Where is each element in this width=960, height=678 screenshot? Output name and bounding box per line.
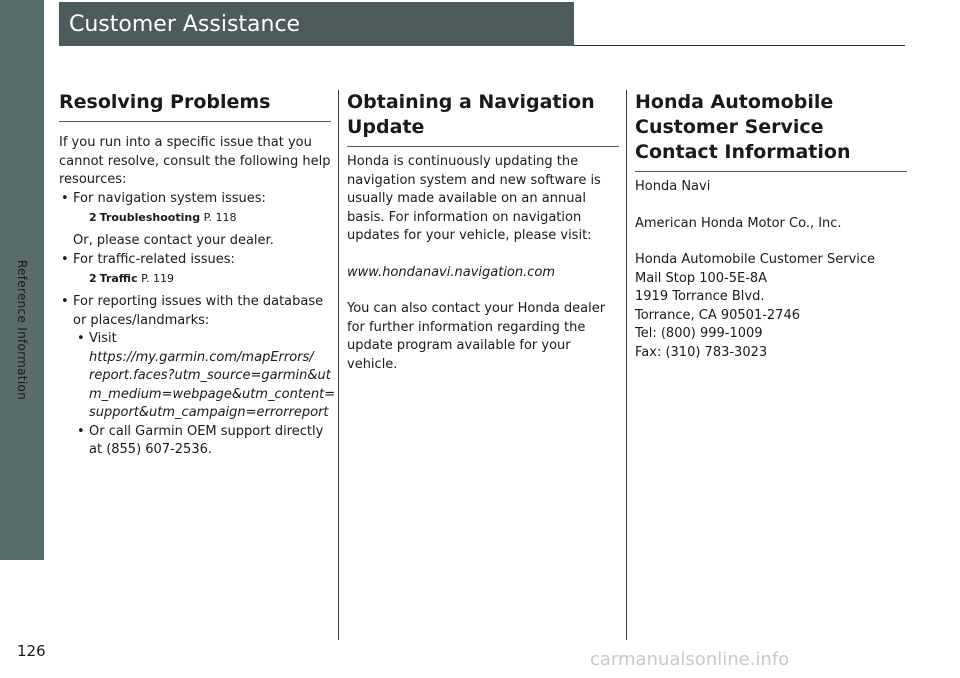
bullet-traffic: • For traffic-related issues:	[59, 251, 331, 270]
column-divider	[338, 90, 339, 640]
page-title-bar	[59, 2, 574, 46]
ref-title: Traffic	[99, 272, 138, 285]
intro-text: If you run into a specific issue that you cannot resolve, consult the following help resources:	[59, 135, 331, 187]
sub-bullet-visit: • Visit	[59, 330, 331, 349]
hondanavi-url[interactable]: www.hondanavi.navigation.com	[347, 264, 556, 280]
navigation-update-section	[347, 90, 619, 374]
section-heading: Obtaining a Navigation Update	[347, 90, 619, 147]
contact-line: Honda Automobile Customer Service	[635, 252, 876, 267]
sub-bullet-call: • Or call Garmin OEM support directly at (855) 607-2536.	[59, 423, 331, 460]
section-heading: Resolving Problems	[59, 90, 331, 122]
ref-arrow-icon: 2	[89, 211, 97, 224]
ref-page: P. 118	[203, 211, 237, 224]
page-title: Customer Assistance	[69, 12, 301, 37]
ref-title: Troubleshooting	[99, 211, 201, 224]
garmin-url-line-2[interactable]: report.faces?utm_source=garmin&ut	[89, 368, 331, 383]
contact-line: 1919 Torrance Blvd.	[635, 289, 765, 304]
garmin-url-line-3[interactable]: m_medium=webpage&utm_content=	[89, 386, 336, 402]
ref-troubleshooting[interactable]	[59, 210, 331, 226]
resolving-problems-section	[59, 90, 336, 460]
ref-page: P. 119	[141, 272, 175, 285]
contact-dealer-text: Or, please contact your dealer.	[73, 233, 274, 248]
section-heading: Honda Automobile Customer Service Contact Information	[635, 90, 907, 172]
watermark: carmanualsonline.info	[590, 649, 790, 670]
ref-arrow-icon: 2	[89, 272, 97, 285]
update-paragraph: Honda is continuously updating the navigation system and new software is usually made available on an annual basis. For information on navigation updates for your vehicle, please visit:	[347, 154, 601, 243]
page-number: 126	[17, 642, 46, 660]
garmin-url-line-1[interactable]: https://my.garmin.com/mapErrors/	[89, 349, 314, 365]
contact-line: Mail Stop 100-5E-8A	[635, 270, 768, 286]
contact-phone: Tel: (800) 999-1009	[635, 326, 763, 341]
contact-line: Torrance, CA 90501-2746	[635, 307, 800, 323]
bullet-navigation: • For navigation system issues:	[59, 190, 331, 209]
contact-fax: Fax: (310) 783-3023	[635, 344, 768, 360]
column-divider	[626, 90, 627, 640]
garmin-url-line-4[interactable]: support&utm_campaign=errorreport	[89, 405, 329, 420]
dealer-paragraph: You can also contact your Honda dealer for further information regarding the update program available for your vehicle.	[347, 301, 606, 372]
contact-line: Honda Navi	[635, 179, 711, 194]
bullet-database: • For reporting issues with the database or places/landmarks:	[59, 293, 331, 330]
customer-service-section	[635, 90, 907, 362]
contact-line: American Honda Motor Co., Inc.	[635, 215, 842, 231]
ref-traffic[interactable]	[59, 271, 331, 287]
title-rule	[574, 45, 905, 46]
side-tab-label: Reference Information	[15, 259, 29, 401]
